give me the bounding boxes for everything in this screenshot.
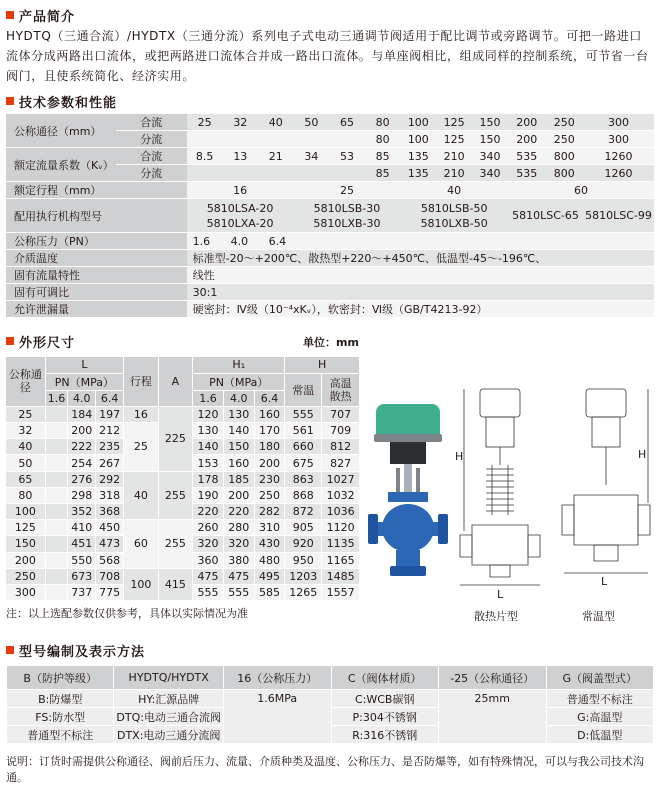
drawing-body xyxy=(574,495,638,545)
dim-head-stroke: 行程 xyxy=(124,357,159,406)
dim-empty-cell xyxy=(45,423,68,439)
spec-cell: 250 xyxy=(545,131,583,148)
dim-cell: 250 xyxy=(6,568,45,584)
dim-cell: 495 xyxy=(254,568,285,584)
spec-cell: 53 xyxy=(329,148,365,165)
dim-cell: 282 xyxy=(254,504,285,520)
dim-cell: 220 xyxy=(223,504,254,520)
section-intro-header xyxy=(6,6,75,24)
spec-cell: 200 xyxy=(508,131,546,148)
spec-cell: 21 xyxy=(258,148,293,165)
spec-cell: 535 xyxy=(508,148,546,165)
spec-cell: 150 xyxy=(472,114,508,131)
yoke-post xyxy=(416,468,420,494)
model-header: 16（公称压力） xyxy=(223,666,331,690)
drawing-actuator xyxy=(480,389,520,417)
dim-empty-cell xyxy=(45,504,68,520)
dim-cell: 555 xyxy=(223,584,254,600)
spec-temp-value: 标准型-20～+200℃、散热型+220～+450℃、低温型-45～-196℃、 xyxy=(187,250,654,267)
drawing-body xyxy=(472,525,528,565)
dim-cell: 40 xyxy=(124,471,159,520)
dim-cell: 318 xyxy=(96,487,124,503)
valve-pipe xyxy=(378,522,438,536)
intro-text: HYDTQ（三通合流）/HYDTX（三通分流）系列电子式电动三通调节阀适用于配比调节或旁路调节。可把一路进口流体分成两路出口流体，或把两路进口流体合并成一路出口流体。与单座阀相比，组成同样的控制系统，可节省一台阀门，且使系统简化、经济实用。 xyxy=(6,29,649,83)
spec-empty-cell xyxy=(187,165,365,182)
dim-cell: 475 xyxy=(193,568,224,584)
spec-actuator-item: 5810LSA-20 xyxy=(206,201,274,215)
spec-label-pn: 公称压力（PN） xyxy=(6,233,187,250)
spec-cell: 340 xyxy=(472,165,508,182)
dim-cell: 276 xyxy=(68,471,96,487)
dim-cell: 184 xyxy=(68,406,96,422)
dim-cell: 320 xyxy=(223,536,254,552)
dim-cell: 267 xyxy=(96,455,124,471)
dim-cell: 737 xyxy=(68,584,96,600)
spec-actuator-item: 5810LSB-50 xyxy=(420,201,488,215)
dim-cell: 1032 xyxy=(322,487,360,503)
model-header: B（防护等级） xyxy=(7,666,114,690)
model-cell: G:高温型 xyxy=(546,708,653,726)
spec-cell: 8.5 xyxy=(187,148,223,165)
spec-cell: 13 xyxy=(223,148,258,165)
model-header: G（阀盖型式） xyxy=(546,666,653,690)
model-cell: 普通型不标注 xyxy=(546,690,653,708)
caption-heat-sink: 散热片型 xyxy=(474,610,518,623)
drawing-bottom-port xyxy=(490,565,510,577)
spec-label-actuator: 配用执行机构型号 xyxy=(6,199,187,233)
dim-cell: 709 xyxy=(322,423,360,439)
dim-cell: 480 xyxy=(254,552,285,568)
dimension-note: 注：以上选配参数仅供参考，具体以实际情况为准 xyxy=(6,607,248,620)
spec-cell: 34 xyxy=(294,148,330,165)
section-dim-header xyxy=(6,332,75,350)
bottom-flange xyxy=(390,566,426,576)
spec-label-range: 固有可调比 xyxy=(6,284,187,301)
spec-actuator-c xyxy=(400,199,508,233)
dim-cell: 1203 xyxy=(285,568,322,584)
dim-cell: 125 xyxy=(6,520,45,536)
dim-head-h1: H₁ xyxy=(193,357,285,373)
spec-cell: 1260 xyxy=(583,148,654,165)
dim-empty-cell xyxy=(45,406,68,422)
dim-cell: 675 xyxy=(285,455,322,471)
spec-label-dn: 公称通径（mm） xyxy=(6,114,116,148)
spec-flow-char-value: 线性 xyxy=(187,267,654,284)
dim-cell: 254 xyxy=(68,455,96,471)
dim-cell: 100 xyxy=(6,504,45,520)
dim-cell: 550 xyxy=(68,552,96,568)
dim-cell: 150 xyxy=(6,536,45,552)
model-cell: D:低温型 xyxy=(546,726,653,744)
dim-cell: 673 xyxy=(68,568,96,584)
model-header: C（阀体材质） xyxy=(331,666,438,690)
dim-cell: 200 xyxy=(254,455,285,471)
dim-empty-cell xyxy=(45,520,68,536)
dim-cell: 60 xyxy=(124,520,159,569)
dim-cell: 473 xyxy=(96,536,124,552)
spec-pn-item: 1.6 xyxy=(192,234,211,248)
spec-actuator-item: 5810LXA-20 xyxy=(206,216,274,230)
dim-cell: 170 xyxy=(254,423,285,439)
spec-cell: 135 xyxy=(400,165,436,182)
dim-cell: 868 xyxy=(285,487,322,503)
model-cell: R:316不锈钢 xyxy=(331,726,438,744)
dim-cell: 360 xyxy=(193,552,224,568)
dim-cell: 153 xyxy=(193,455,224,471)
spec-cell: 210 xyxy=(436,148,472,165)
dim-cell: 65 xyxy=(6,471,45,487)
dim-cell: 235 xyxy=(96,439,124,455)
dim-cell: 200 xyxy=(68,423,96,439)
valve-stem xyxy=(404,464,412,494)
dim-cell: 812 xyxy=(322,439,360,455)
valve-photo xyxy=(366,398,450,590)
dim-cell: 212 xyxy=(96,423,124,439)
model-cell: 普通型不标注 xyxy=(7,726,114,744)
spec-cell: 80 xyxy=(365,131,401,148)
dim-cell: 160 xyxy=(254,406,285,422)
dim-cell: 140 xyxy=(223,423,254,439)
model-cell: HY:汇源品牌 xyxy=(114,690,224,708)
dim-cell: 708 xyxy=(96,568,124,584)
spec-actuator-d: 5810LSC-65 xyxy=(508,199,583,233)
dim-cell: 130 xyxy=(193,423,224,439)
dim-cell: 775 xyxy=(96,584,124,600)
dim-cell: 200 xyxy=(6,552,45,568)
spec-cell: 32 xyxy=(223,114,258,131)
spec-cell: 25 xyxy=(187,114,223,131)
spec-cell: 150 xyxy=(472,131,508,148)
dim-cell: 40 xyxy=(6,439,45,455)
model-cell: DTX:电动三通分流阀 xyxy=(114,726,224,744)
model-header: -25（公称通径） xyxy=(438,666,546,690)
dim-cell: 190 xyxy=(193,487,224,503)
dim-head-pn2: 4.0 xyxy=(223,390,254,406)
spec-cell: 250 xyxy=(545,114,583,131)
spec-table xyxy=(6,114,654,318)
dim-cell: 555 xyxy=(285,406,322,422)
dim-cell: 255 xyxy=(158,471,193,520)
dim-cell: 352 xyxy=(68,504,96,520)
dimension-table xyxy=(6,357,360,601)
dim-cell: 430 xyxy=(254,536,285,552)
spec-cell: 125 xyxy=(436,131,472,148)
drawing-flanges xyxy=(460,535,540,557)
spec-cell: 60 xyxy=(508,182,654,199)
dim-cell: 310 xyxy=(254,520,285,536)
dim-empty-cell xyxy=(45,552,68,568)
dim-cell: 32 xyxy=(6,423,45,439)
dim-cell: 660 xyxy=(285,439,322,455)
dim-cell: 197 xyxy=(96,406,124,422)
spec-cell: 65 xyxy=(329,114,365,131)
spec-cell: 135 xyxy=(400,148,436,165)
spec-cell: 300 xyxy=(583,114,654,131)
spec-actuator-item: 5810LXB-50 xyxy=(420,216,488,230)
model-cell: DTQ:电动三通合流阀 xyxy=(114,708,224,726)
model-cell: B:防爆型 xyxy=(7,690,114,708)
normal-type-drawing xyxy=(556,385,656,597)
drawing-yoke xyxy=(486,417,514,447)
drawing-yoke xyxy=(592,417,620,447)
spec-cell: 16 xyxy=(187,182,294,199)
order-footnote: 说明：订货时需提供公称通径、阀前后压力、流量、介质种类及温度、公称压力、是否防爆等，如有特殊情况，可以与我公司技术沟通。 xyxy=(6,755,644,784)
spec-actuator-e: 5810LSC-99 xyxy=(583,199,654,233)
dim-cell: 180 xyxy=(254,439,285,455)
drawing-actuator xyxy=(586,389,626,417)
section-spec-header xyxy=(6,92,117,110)
unit-label: 单位：mm xyxy=(303,336,359,349)
dim-cell: 872 xyxy=(285,504,322,520)
dim-cell: 863 xyxy=(285,471,322,487)
dim-cell: 920 xyxy=(285,536,322,552)
dim-cell: 555 xyxy=(193,584,224,600)
dim-cell: 250 xyxy=(254,487,285,503)
dim-empty-cell xyxy=(45,584,68,600)
spec-range-value: 30:1 xyxy=(187,284,654,301)
spec-cell: 100 xyxy=(400,131,436,148)
dim-head-pn1: 1.6 xyxy=(193,390,224,406)
dim-empty-cell xyxy=(45,471,68,487)
spec-sub-merge: 合流 xyxy=(116,148,187,165)
spec-label-flow-char: 固有流量特性 xyxy=(6,267,187,284)
actuator-yoke xyxy=(390,442,426,464)
dim-cell: 585 xyxy=(254,584,285,600)
spec-cell: 40 xyxy=(258,114,293,131)
dim-cell: 225 xyxy=(158,406,193,471)
dim-cell: 380 xyxy=(223,552,254,568)
spec-label-leak: 允许泄漏量 xyxy=(6,301,187,318)
dim-cell: 220 xyxy=(193,504,224,520)
outlet-flange xyxy=(438,514,448,544)
spec-cell: 85 xyxy=(365,165,401,182)
section-title: 产品简介 xyxy=(19,9,76,25)
spec-label-stroke: 额定行程（mm） xyxy=(6,182,187,199)
spec-cell: 300 xyxy=(583,131,654,148)
section-bullet xyxy=(6,646,14,654)
dim-cell: 300 xyxy=(6,584,45,600)
dim-cell: 950 xyxy=(285,552,322,568)
spec-cell: 100 xyxy=(400,114,436,131)
dim-cell: 451 xyxy=(68,536,96,552)
dim-cell: 185 xyxy=(223,471,254,487)
section-title: 技术参数和性能 xyxy=(19,95,118,111)
dim-empty-cell xyxy=(45,487,68,503)
section-bullet xyxy=(6,337,14,345)
dim-cell: 1557 xyxy=(322,584,360,600)
spec-actuator-a xyxy=(187,199,294,233)
spec-cell: 50 xyxy=(294,114,330,131)
spec-cell: 25 xyxy=(294,182,401,199)
dim-cell: 1485 xyxy=(322,568,360,584)
spec-cell: 800 xyxy=(545,165,583,182)
dim-row xyxy=(6,471,360,487)
dim-cell: 450 xyxy=(96,520,124,536)
dim-head-pn: PN（MPa） xyxy=(193,373,285,390)
dim-cell: 230 xyxy=(254,471,285,487)
dim-cell: 160 xyxy=(223,455,254,471)
dim-cell: 255 xyxy=(158,520,193,569)
dim-head-a: A xyxy=(158,357,193,406)
dim-cell: 178 xyxy=(193,471,224,487)
normal-dim-l-label: L xyxy=(601,575,608,588)
spec-cell: 125 xyxy=(436,114,472,131)
normal-dim-h-label: H xyxy=(638,448,647,461)
dim-cell: 292 xyxy=(96,471,124,487)
dim-cell: 298 xyxy=(68,487,96,503)
model-header: HYDTQ/HYDTX xyxy=(114,666,224,690)
dim-head-pn2: 4.0 xyxy=(68,390,96,406)
heat-dim-l-label: L xyxy=(497,588,504,601)
dim-cell: 827 xyxy=(322,455,360,471)
dim-head-pn3: 6.4 xyxy=(254,390,285,406)
heat-dim-h-label: H xyxy=(455,450,464,463)
inlet-flange xyxy=(368,514,378,544)
dim-cell: 80 xyxy=(6,487,45,503)
caption-normal: 常温型 xyxy=(582,610,615,623)
spec-cell: 40 xyxy=(400,182,508,199)
model-cell: 25mm xyxy=(438,690,546,744)
dim-head-dn: 公称通径 xyxy=(6,357,45,406)
dim-cell: 561 xyxy=(285,423,322,439)
section-model-header xyxy=(6,641,145,659)
dim-cell: 1036 xyxy=(322,504,360,520)
dim-cell: 222 xyxy=(68,439,96,455)
dim-cell: 410 xyxy=(68,520,96,536)
spec-actuator-item: 5810LXB-30 xyxy=(313,216,381,230)
spec-label-temp: 介质温度 xyxy=(6,250,187,267)
dim-cell: 140 xyxy=(193,439,224,455)
spec-leak-value: 硬密封：Ⅳ级（10⁻⁴xKᵥ），软密封：Ⅵ级（GB/T4213-92） xyxy=(187,301,654,318)
actuator-base xyxy=(374,434,442,442)
spec-sub-split: 分流 xyxy=(116,131,187,148)
dim-head-l: L xyxy=(45,357,123,373)
model-cell: P:304不锈钢 xyxy=(331,708,438,726)
dim-cell: 1027 xyxy=(322,471,360,487)
dim-cell: 415 xyxy=(158,568,193,600)
bonnet-flange xyxy=(388,492,428,502)
dim-cell: 707 xyxy=(322,406,360,422)
dim-cell: 1135 xyxy=(322,536,360,552)
dim-head-pn: PN（MPa） xyxy=(45,373,123,390)
drawing-flanges xyxy=(562,505,650,535)
dim-cell: 260 xyxy=(193,520,224,536)
dim-cell: 1120 xyxy=(322,520,360,536)
dim-cell: 568 xyxy=(96,552,124,568)
drawing-fins xyxy=(486,465,514,515)
dim-head-heat: 高温散热 xyxy=(322,373,360,406)
spec-cell: 200 xyxy=(508,114,546,131)
spec-cell: 1260 xyxy=(583,165,654,182)
spec-cell: 800 xyxy=(545,148,583,165)
model-table xyxy=(6,665,654,744)
dim-cell: 1265 xyxy=(285,584,322,600)
model-cell: C:WCB碳钢 xyxy=(331,690,438,708)
dim-empty-cell xyxy=(45,439,68,455)
dim-cell: 150 xyxy=(223,439,254,455)
dim-head-normal: 常温 xyxy=(285,373,322,406)
dim-cell: 100 xyxy=(124,568,159,600)
dim-cell: 200 xyxy=(223,487,254,503)
section-bullet xyxy=(6,11,14,19)
dim-empty-cell xyxy=(45,455,68,471)
dim-cell: 16 xyxy=(124,406,159,422)
spec-cell: 85 xyxy=(365,148,401,165)
dim-cell: 368 xyxy=(96,504,124,520)
dim-cell: 475 xyxy=(223,568,254,584)
dim-cell: 280 xyxy=(223,520,254,536)
dim-cell: 25 xyxy=(6,406,45,422)
spec-sub-merge: 合流 xyxy=(116,114,187,131)
section-title: 外形尺寸 xyxy=(19,335,76,351)
spec-actuator-item: 5810LSB-30 xyxy=(313,201,381,215)
spec-cell: 80 xyxy=(365,114,401,131)
dim-empty-cell xyxy=(45,536,68,552)
dim-cell: 130 xyxy=(223,406,254,422)
section-title: 型号编制及表示方法 xyxy=(19,644,146,660)
dim-head-h: H xyxy=(285,357,360,373)
spec-cell: 535 xyxy=(508,165,546,182)
dim-cell: 320 xyxy=(193,536,224,552)
spec-cell: 210 xyxy=(436,165,472,182)
model-cell: 1.6MPa xyxy=(223,690,331,744)
spec-pn-item: 6.4 xyxy=(268,234,287,248)
spec-empty-cell xyxy=(187,131,365,148)
dim-cell: 120 xyxy=(193,406,224,422)
spec-pn-item: 4.0 xyxy=(230,234,249,248)
spec-actuator-b xyxy=(294,199,401,233)
dim-cell: 50 xyxy=(6,455,45,471)
drawing-bottom-port xyxy=(594,545,618,561)
spec-pn-values xyxy=(187,233,654,250)
dim-row xyxy=(6,520,360,536)
dim-head-pn1: 1.6 xyxy=(45,390,68,406)
dim-head-pn3: 6.4 xyxy=(96,390,124,406)
spec-sub-split: 分流 xyxy=(116,165,187,182)
dim-cell: 25 xyxy=(124,423,159,472)
yoke-post xyxy=(396,468,400,494)
model-cell: FS:防水型 xyxy=(7,708,114,726)
bottom-port xyxy=(396,550,420,566)
dim-cell: 905 xyxy=(285,520,322,536)
spec-cell: 340 xyxy=(472,148,508,165)
dim-cell: 1165 xyxy=(322,552,360,568)
heat-sink-drawing xyxy=(450,385,550,597)
spec-label-kv: 额定流量系数（Kᵥ） xyxy=(6,148,116,182)
dim-row xyxy=(6,568,360,584)
dim-row xyxy=(6,406,360,422)
section-bullet xyxy=(6,97,14,105)
dim-empty-cell xyxy=(45,568,68,584)
